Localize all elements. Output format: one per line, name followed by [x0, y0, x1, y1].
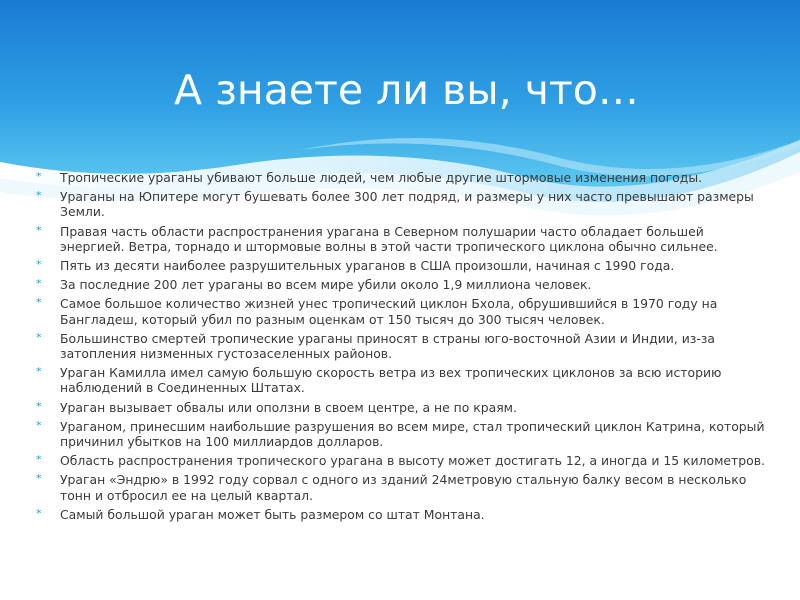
- bullet-text: Пять из десяти наиболее разрушительных ураганов в США произошли, начиная с 1990 года.: [60, 258, 675, 274]
- bullet-icon: *: [36, 472, 42, 486]
- bullet-icon: *: [36, 365, 42, 379]
- bullet-icon: *: [36, 277, 42, 291]
- bullet-item: [36, 507, 772, 522]
- bullet-item: [36, 365, 772, 395]
- bullet-item: [36, 419, 772, 449]
- slide-title: А знаете ли вы, что…: [174, 66, 639, 114]
- bullet-icon: *: [36, 170, 42, 183]
- bullet-text: Ураганом, принесшим наибольшие разрушения во всем мире, стал тропический циклон Катрина, который причинил убытков на 100 миллиардов долларов.: [60, 418, 765, 450]
- bullet-text: Ураганы на Юпитере могут бушевать более 300 лет подряд, и размеры у них часто превышают размеры Земли.: [60, 189, 754, 220]
- bullet-item: [36, 453, 772, 468]
- bullet-text: Большинство смертей тропические ураганы приносят в страны юго-восточной Азии и Индии, из-за затопления низменных густозаселенных районов.: [60, 330, 715, 362]
- bullet-item: [36, 170, 772, 185]
- bullet-item: [36, 277, 772, 292]
- bullet-icon: *: [36, 453, 42, 467]
- bullet-text: За последние 200 лет ураганы во всем мире убили около 1,9 миллиона человек.: [60, 277, 592, 293]
- bullet-text: Ураган вызывает обвалы или оползни в своем центре, а не по краям.: [60, 399, 517, 415]
- bullet-text: Тропические ураганы убивают больше людей, чем любые другие штормовые изменения погоды.: [60, 170, 703, 185]
- bullet-icon: *: [36, 506, 42, 520]
- bullet-text: Ураган Камилла имел самую большую скорость ветра из вех тропических циклонов за всю историю наблюдений в Соединенных Штатах.: [60, 365, 722, 396]
- bullet-icon: *: [36, 330, 42, 344]
- bullet-text: Область распространения тропического урагана в высоту может достигать 12, а иногда и 15 километров.: [60, 453, 765, 469]
- bullet-list: [36, 170, 772, 526]
- bullet-item: [36, 400, 772, 415]
- bullet-item: [36, 224, 772, 254]
- bullet-text: Ураган «Эндрю» в 1992 году сорвал с одного из зданий 24метровую стальную балку весом в несколько тонн и отбросил ее на целый квартал.: [60, 472, 747, 503]
- bullet-item: [36, 296, 772, 326]
- bullet-icon: *: [36, 223, 42, 237]
- bullet-icon: *: [36, 258, 42, 272]
- bullet-item: [36, 189, 772, 219]
- bullet-item: [36, 331, 772, 361]
- bullet-icon: *: [36, 399, 42, 413]
- bullet-item: [36, 258, 772, 273]
- bullet-text: Самое большое количество жизней унес тропический циклон Бхола, обрушившийся в 1970 году на Бангладеш, который убил по разным оценкам от 150 тысяч до 300 тысяч человек.: [60, 296, 718, 327]
- bullet-icon: *: [36, 418, 42, 432]
- bullet-item: [36, 472, 772, 502]
- bullet-text: Самый большой ураган может быть размером со штат Монтана.: [60, 506, 485, 522]
- bullet-icon: *: [36, 189, 42, 203]
- bullet-icon: *: [36, 296, 42, 310]
- bullet-text: Правая часть области распространения урагана в Северном полушарии часто обладает большей энергией. Ветра, торнадо и штормовые волны в этой части тропического циклона обычно сильнее.: [60, 223, 718, 254]
